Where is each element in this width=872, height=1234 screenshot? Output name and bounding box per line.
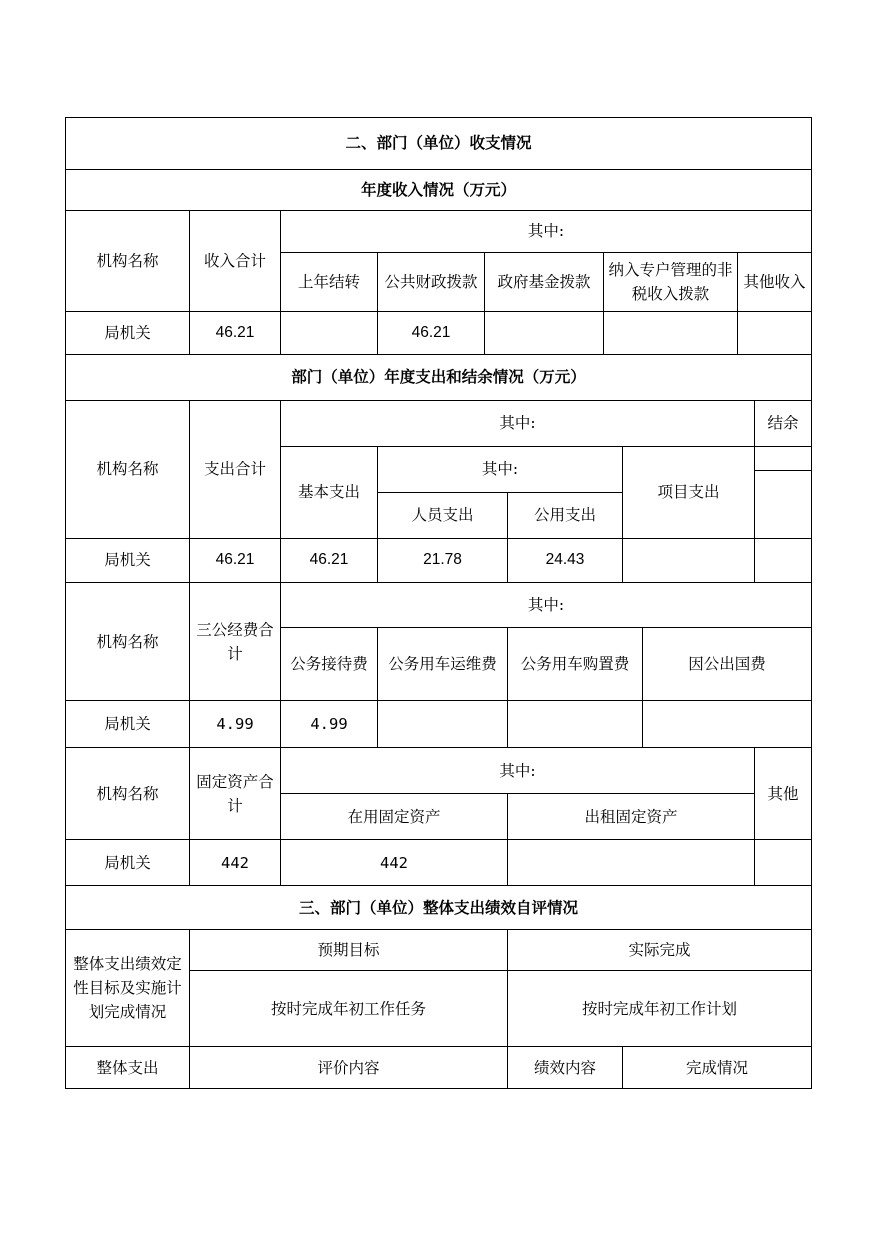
expense-row-total: 46.21 [190,539,281,583]
fixed-assets-row-rented [508,840,755,886]
actual-value: 按时完成年初工作计划 [508,971,812,1047]
income-row-value [485,312,604,355]
income-col-org: 机构名称 [66,211,190,312]
col-eval: 评价内容 [190,1047,508,1089]
fixed-assets-row-in-use: 442 [281,840,508,886]
expense-row-public: 24.43 [508,539,623,583]
expense-col-public: 公用支出 [508,493,623,539]
income-sub-col: 其他收入 [738,253,812,312]
expense-col-project: 项目支出 [623,447,755,539]
income-row-value [604,312,738,355]
income-row-value: 46.21 [378,312,485,355]
three-public-row-value [508,701,643,748]
col-done: 完成情况 [623,1047,812,1089]
col-perf: 绩效内容 [508,1047,623,1089]
three-public-row-value: 4.99 [281,701,378,748]
three-public-col-org: 机构名称 [66,583,190,701]
three-public-sub-col: 公务接待费 [281,628,378,701]
income-sub-col: 纳入专户管理的非税收入拨款 [604,253,738,312]
fixed-assets-row-other [755,840,812,886]
income-col-total: 收入合计 [190,211,281,312]
table-row [66,701,812,748]
fixed-assets-col-total: 固定资产合计 [190,748,281,840]
expense-row-personnel: 21.78 [378,539,508,583]
income-sub-col: 上年结转 [281,253,378,312]
expense-col-personnel: 人员支出 [378,493,508,539]
expense-col-of-which2: 其中: [378,447,623,493]
col-actual: 实际完成 [508,930,812,971]
table-row [66,1047,812,1089]
col-expected: 预期目标 [190,930,508,971]
expense-col-basic: 基本支出 [281,447,378,539]
income-sub-col: 公共财政拨款 [378,253,485,312]
section2-title: 二、部门（单位）收支情况 [66,118,812,170]
three-public-row-value [378,701,508,748]
income-heading: 年度收入情况（万元） [66,170,812,211]
goal-label: 整体支出绩效定性目标及实施计划完成情况 [66,930,190,1047]
table-row [66,312,812,355]
three-public-row-total: 4.99 [190,701,281,748]
three-public-sub-col: 公务用车购置费 [508,628,643,701]
table-row [66,539,812,583]
expense-col-balance: 结余 [755,401,812,447]
expected-value: 按时完成年初工作任务 [190,971,508,1047]
three-public-row-value [643,701,812,748]
income-row-org: 局机关 [66,312,190,355]
expense-col-of-which: 其中: [281,401,755,447]
expense-heading: 部门（单位）年度支出和结余情况（万元） [66,355,812,401]
three-public-sub-col: 公务用车运维费 [378,628,508,701]
fixed-assets-col-other: 其他 [755,748,812,840]
fixed-assets-col-in-use: 在用固定资产 [281,794,508,840]
three-public-col-of-which: 其中: [281,583,812,628]
income-row-total: 46.21 [190,312,281,355]
fixed-assets-col-of-which: 其中: [281,748,755,794]
expense-row-basic: 46.21 [281,539,378,583]
income-row-value [738,312,812,355]
budget-table [65,117,812,1089]
fixed-assets-col-org: 机构名称 [66,748,190,840]
fixed-assets-row-total: 442 [190,840,281,886]
row-label: 整体支出 [66,1047,190,1089]
three-public-col-total: 三公经费合计 [190,583,281,701]
income-col-of-which: 其中: [281,211,812,253]
section3-title: 三、部门（单位）整体支出绩效自评情况 [66,886,812,930]
expense-col-total: 支出合计 [190,401,281,539]
three-public-sub-col: 因公出国费 [643,628,812,701]
expense-row-balance [755,539,812,583]
expense-row-project [623,539,755,583]
income-row-value [281,312,378,355]
three-public-row-org: 局机关 [66,701,190,748]
expense-row-org: 局机关 [66,539,190,583]
table-row [66,840,812,886]
expense-col-org: 机构名称 [66,401,190,539]
fixed-assets-col-rented: 出租固定资产 [508,794,755,840]
income-sub-col: 政府基金拨款 [485,253,604,312]
fixed-assets-row-org: 局机关 [66,840,190,886]
